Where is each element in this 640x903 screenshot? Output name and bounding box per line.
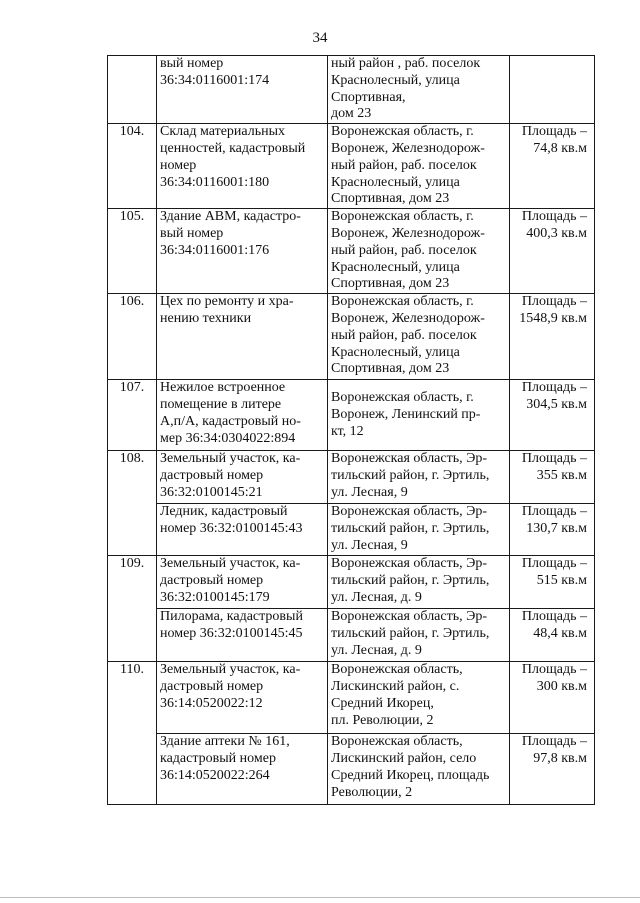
table-row-108-sub: [108, 504, 595, 556]
object-name-cell: [157, 662, 328, 734]
area-label: Площадь –: [521, 209, 587, 225]
row-number-cell: 104.: [108, 124, 157, 209]
text-line: Пилорама, кадастровый: [160, 609, 303, 625]
text-line: номер 36:32:0100145:45: [160, 625, 303, 641]
text-line: пл. Революции, 2: [331, 712, 434, 728]
row-number-cell: [108, 56, 157, 124]
text-line: Воронежская область, Эр-: [331, 609, 488, 625]
area-label: Площадь –: [521, 556, 587, 572]
text-line: дом 23: [331, 106, 372, 122]
text-line: дастровый номер: [160, 467, 264, 483]
object-name-cell: [157, 556, 328, 609]
text-line: Нежилое встроенное: [160, 380, 286, 396]
address-cell: [328, 451, 510, 504]
text-line: Воронежская область, г.: [331, 209, 474, 225]
text-line: помещение в литере: [160, 396, 282, 412]
table-row-continued: [108, 56, 595, 124]
text-line: ул. Лесная, 9: [331, 537, 408, 553]
text-line: А,п/А, кадастровый но-: [160, 413, 301, 429]
text-line: Революции, 2: [331, 784, 413, 800]
row-number-cell: 106.: [108, 294, 157, 380]
feature-cell: [510, 734, 595, 805]
text-line: номер: [160, 157, 197, 173]
text-line: вый номер: [160, 56, 224, 71]
text-line: Воронежская область, Эр-: [331, 451, 488, 467]
text-line: Воронежская область, Эр-: [331, 504, 488, 520]
area-value: 1548,9 кв.м: [519, 310, 587, 326]
feature-cell: [510, 56, 595, 124]
table-row-104: [108, 124, 595, 209]
feature-cell: [510, 380, 595, 451]
text-line: Здание аптеки № 161,: [160, 734, 290, 750]
text-line: Спортивная, дом 23: [331, 191, 450, 207]
text-line: тильский район, г. Эртиль,: [331, 520, 490, 536]
property-table: [107, 55, 595, 805]
text-line: Здание АВМ, кадастро-: [160, 209, 301, 225]
text-line: Воронежская область, г.: [331, 389, 474, 405]
table-row-107: [108, 380, 595, 451]
text-line: Лискинский район, село: [331, 750, 477, 766]
table-row-109-sub: [108, 609, 595, 662]
text-line: 36:34:0116001:180: [160, 174, 270, 190]
address-cell: [328, 124, 510, 209]
feature-cell: [510, 209, 595, 294]
text-line: Средний Икорец, площадь: [331, 767, 490, 783]
text-line: Склад материальных: [160, 124, 286, 140]
text-line: 36:14:0520022:12: [160, 695, 263, 711]
text-line: нению техники: [160, 310, 252, 326]
text-line: Ледник, кадастровый: [160, 504, 288, 520]
text-line: Краснолесный, улица: [331, 344, 460, 360]
text-line: Воронежская область, г.: [331, 124, 474, 140]
area-value: 400,3 кв.м: [526, 225, 587, 241]
text-line: тильский район, г. Эртиль,: [331, 467, 490, 483]
feature-cell: [510, 556, 595, 609]
feature-cell: [510, 662, 595, 734]
text-line: Средний Икорец,: [331, 695, 434, 711]
address-cell: [328, 504, 510, 556]
row-number-cell: 110.: [108, 662, 157, 805]
text-line: Лискинский район, с.: [331, 678, 460, 694]
text-line: Земельный участок, ка-: [160, 662, 301, 678]
text-line: ный район , раб. поселок: [331, 56, 481, 71]
text-line: кт, 12: [331, 423, 364, 439]
text-line: Земельный участок, ка-: [160, 556, 301, 572]
text-line: ный район, раб. поселок: [331, 242, 477, 258]
object-name-cell: [157, 56, 328, 124]
text-line: Воронежская область, г.: [331, 294, 474, 310]
area-label: Площадь –: [521, 662, 587, 678]
object-name-cell: [157, 380, 328, 451]
address-cell: [328, 209, 510, 294]
object-name-cell: [157, 209, 328, 294]
table-row-106: [108, 294, 595, 380]
text-line: Воронеж, Ленинский пр-: [331, 406, 481, 422]
area-label: Площадь –: [521, 504, 587, 520]
area-value: 74,8 кв.м: [533, 140, 587, 156]
text-line: Цех по ремонту и хра-: [160, 294, 294, 310]
object-name-cell: [157, 451, 328, 504]
text-line: Воронеж, Железнодорож-: [331, 310, 485, 326]
text-line: тильский район, г. Эртиль,: [331, 625, 490, 641]
address-cell: [328, 380, 510, 451]
object-name-cell: [157, 609, 328, 662]
text-line: Спортивная, дом 23: [331, 361, 450, 377]
area-label: Площадь –: [521, 124, 587, 140]
area-value: 304,5 кв.м: [526, 396, 587, 412]
text-line: мер 36:34:0304022:894: [160, 430, 296, 446]
object-name-cell: [157, 734, 328, 805]
address-cell: [328, 662, 510, 734]
text-line: ценностей, кадастровый: [160, 140, 306, 156]
address-cell: [328, 556, 510, 609]
text-line: Земельный участок, ка-: [160, 451, 301, 467]
text-line: Воронежская область,: [331, 662, 463, 678]
area-value: 355 кв.м: [536, 467, 587, 483]
text-line: ный район, раб. поселок: [331, 327, 477, 343]
text-line: Воронежская область,: [331, 734, 463, 750]
area-label: Площадь –: [521, 734, 587, 750]
object-name-cell: [157, 294, 328, 380]
area-label: Площадь –: [521, 294, 587, 310]
object-name-cell: [157, 504, 328, 556]
text-line: Краснолесный, улица: [331, 72, 460, 88]
text-line: Краснолесный, улица: [331, 174, 460, 190]
text-line: номер 36:32:0100145:43: [160, 520, 303, 536]
area-value: 515 кв.м: [536, 572, 587, 588]
address-cell: [328, 734, 510, 805]
text-line: ул. Лесная, д. 9: [331, 589, 422, 605]
table-row-110-sub: [108, 734, 595, 805]
feature-cell: [510, 294, 595, 380]
page-number: 34: [312, 30, 328, 46]
table-row-109: [108, 556, 595, 609]
area-label: Площадь –: [521, 609, 587, 625]
address-cell: [328, 56, 510, 124]
text-line: дастровый номер: [160, 678, 264, 694]
row-number-cell: 105.: [108, 209, 157, 294]
row-number-cell: 109.: [108, 556, 157, 662]
text-line: Воронежская область, Эр-: [331, 556, 488, 572]
text-line: 36:34:0116001:176: [160, 242, 270, 258]
table-row-110: [108, 662, 595, 734]
row-number-cell: 107.: [108, 380, 157, 451]
text-line: дастровый номер: [160, 572, 264, 588]
feature-cell: [510, 451, 595, 504]
page-bottom-rule: [0, 897, 640, 898]
table-row-108: [108, 451, 595, 504]
feature-cell: [510, 609, 595, 662]
text-line: 36:32:0100145:21: [160, 484, 263, 500]
text-line: вый номер: [160, 225, 224, 241]
text-line: Воронеж, Железнодорож-: [331, 140, 485, 156]
feature-cell: [510, 124, 595, 209]
text-line: 36:34:0116001:174: [160, 72, 270, 88]
text-line: ул. Лесная, д. 9: [331, 642, 422, 658]
address-cell: [328, 294, 510, 380]
address-cell: [328, 609, 510, 662]
text-line: Воронеж, Железнодорож-: [331, 225, 485, 241]
text-line: ул. Лесная, 9: [331, 484, 408, 500]
text-line: кадастровый номер: [160, 750, 276, 766]
text-line: Спортивная, дом 23: [331, 276, 450, 292]
text-line: тильский район, г. Эртиль,: [331, 572, 490, 588]
area-value: 48,4 кв.м: [533, 625, 587, 641]
area-value: 97,8 кв.м: [533, 750, 587, 766]
text-line: 36:32:0100145:179: [160, 589, 270, 605]
text-line: ный район, раб. поселок: [331, 157, 477, 173]
table-row-105: [108, 209, 595, 294]
feature-cell: [510, 504, 595, 556]
text-line: Краснолесный, улица: [331, 259, 460, 275]
area-value: 130,7 кв.м: [526, 520, 587, 536]
area-label: Площадь –: [521, 451, 587, 467]
object-name-cell: [157, 124, 328, 209]
text-line: Спортивная,: [331, 89, 406, 105]
row-number-cell: 108.: [108, 451, 157, 556]
text-line: 36:14:0520022:264: [160, 767, 270, 783]
area-label: Площадь –: [521, 380, 587, 396]
area-value: 300 кв.м: [536, 678, 587, 694]
